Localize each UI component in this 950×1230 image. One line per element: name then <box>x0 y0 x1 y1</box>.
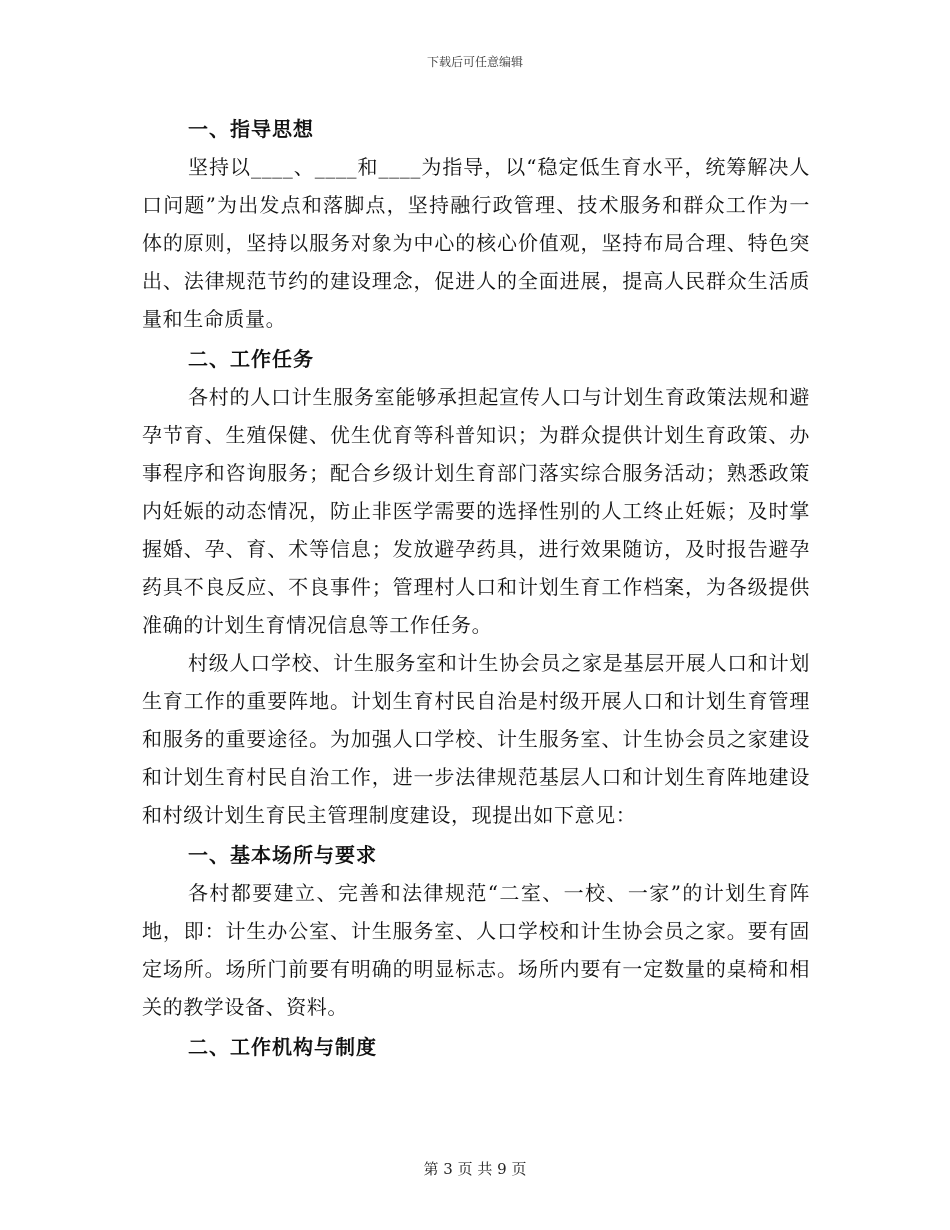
paragraph: 各村的人口计生服务室能够承担起宣传人口与计划生育政策法规和避孕节育、生殖保健、优生优育等科普知识；为群众提供计划生育政策、办事程序和咨询服务；配合乡级计划生育部门落实综合服务活动；熟悉政策内妊娠的动态情况，防止非医学需要的选择性别的人工终止妊娠；及时掌握婚、孕、育、术等信息；发放避孕药具，进行效果随访，及时报告避孕药具不良反应、不良事件；管理村人口和计划生育工作档案，为各级提供准确的计划生育情况信息等工作任务。 <box>142 385 810 637</box>
page-number: 第 3 页 共 9 页 <box>423 1160 527 1178</box>
section-heading: 二、工作任务 <box>188 347 314 371</box>
section-basic-venues <box>142 836 810 1026</box>
section-guiding-ideology <box>142 110 810 338</box>
page-header-note: 下载后可任意编辑 <box>426 55 523 69</box>
paragraph: 各村都要建立、完善和法律规范“二室、一校、一家”的计划生育阵地，即：计生办公室、计生服务室、人口学校和计生协会员之家。要有固定场所。场所门前要有明确的明显标志。场所内要有一定数量的桌椅和相关的教学设备、资料。 <box>142 881 810 1019</box>
section-heading: 一、指导思想 <box>188 117 314 141</box>
section-work-tasks <box>142 340 810 834</box>
paragraph: 村级人口学校、计生服务室和计生协会员之家是基层开展人口和计划生育工作的重要阵地。计划生育村民自治是村级开展人口和计划生育管理和服务的重要途径。为加强人口学校、计生服务室、计生协会员之家建设和计划生育村民自治工作，进一步法律规范基层人口和计划生育阵地建设和村级计划生育民主管理制度建设，现提出如下意见： <box>142 651 810 827</box>
section-heading: 二、工作机构与制度 <box>188 1035 377 1059</box>
section-organization-system <box>142 1028 810 1066</box>
section-heading: 一、基本场所与要求 <box>188 843 377 867</box>
document-body <box>142 108 810 1066</box>
paragraph: 坚持以____、____和____为指导，以“稳定低生育水平，统筹解决人口问题”为出发点和落脚点，坚持融行政管理、技术服务和群众工作为一体的原则，坚持以服务对象为中心的核心价值观，坚持布局合理、特色突出、法律规范节约的建设理念，促进人的全面进展，提高人民群众生活质量和生命质量。 <box>142 155 810 331</box>
